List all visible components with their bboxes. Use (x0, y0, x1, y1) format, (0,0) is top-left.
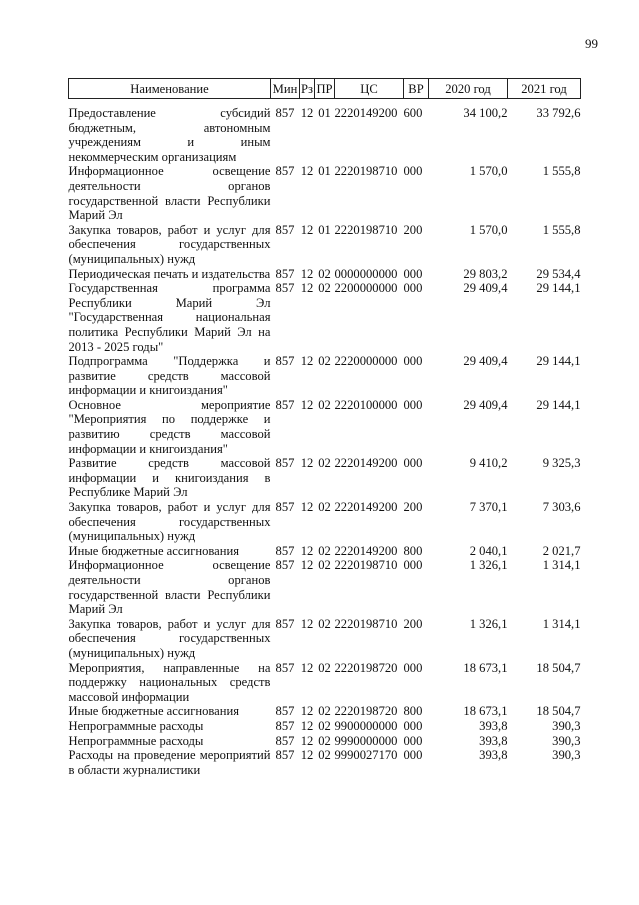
row-pr: 02 (318, 748, 331, 763)
row-vr: 200 (403, 500, 423, 515)
row-min: 857 (275, 660, 295, 675)
row-min: 857 (275, 543, 295, 558)
row-cs: 9990027170 (334, 748, 398, 763)
table-row (69, 354, 581, 398)
row-min: 857 (275, 397, 295, 412)
table-row (69, 398, 581, 456)
row-name: Иные бюджетные ассигнования (68, 704, 240, 719)
row-amount-2020: 2 040,1 (469, 543, 508, 558)
row-amount-2020: 29 409,4 (463, 397, 508, 412)
header-2021: 2021 год (508, 79, 581, 99)
row-vr: 000 (403, 748, 423, 763)
row-vr: 000 (403, 733, 423, 748)
row-rz: 12 (300, 354, 314, 369)
table-header-row (69, 79, 581, 99)
row-amount-2021: 29 144,1 (536, 281, 581, 296)
row-rz: 12 (300, 164, 314, 179)
row-vr: 200 (403, 222, 423, 237)
row-rz: 12 (300, 616, 314, 631)
row-amount-2020: 393,8 (479, 748, 508, 763)
row-vr: 800 (403, 543, 423, 558)
row-pr: 02 (318, 733, 331, 748)
row-min: 857 (275, 704, 295, 719)
row-vr: 000 (403, 558, 423, 573)
table-row (69, 223, 581, 267)
row-name: Подпрограмма "Поддержка и развитие средств массовой информации и книгоиздания" (68, 354, 271, 398)
row-pr: 02 (318, 660, 331, 675)
row-amount-2021: 390,3 (552, 748, 581, 763)
row-name: Развитие средств массовой информации и книгоиздания в Республике Марий Эл (68, 456, 271, 500)
row-vr: 000 (403, 281, 423, 296)
row-rz: 12 (300, 748, 314, 763)
table-row (69, 661, 581, 705)
table-row (69, 748, 581, 777)
row-amount-2020: 1 570,0 (469, 164, 508, 179)
row-min: 857 (275, 222, 295, 237)
header-rz: Рз (300, 79, 315, 99)
row-amount-2021: 29 144,1 (536, 354, 581, 369)
row-name: Непрограммные расходы (68, 718, 204, 733)
row-amount-2021: 1 555,8 (542, 222, 581, 237)
row-cs: 0000000000 (334, 266, 398, 281)
row-rz: 12 (300, 704, 314, 719)
row-name: Закупка товаров, работ и услуг для обеспечения государственных (муниципальных) нужд (68, 500, 271, 544)
row-cs: 2220198710 (334, 164, 398, 179)
row-pr: 01 (318, 222, 331, 237)
row-cs: 2220149200 (334, 543, 398, 558)
row-cs: 2220198710 (334, 558, 398, 573)
table-row (69, 719, 581, 734)
row-min: 857 (275, 354, 295, 369)
row-pr: 02 (318, 456, 331, 471)
row-amount-2021: 29 144,1 (536, 397, 581, 412)
table-row (69, 267, 581, 282)
row-min: 857 (275, 456, 295, 471)
table-row (69, 99, 581, 165)
row-min: 857 (275, 266, 295, 281)
row-vr: 200 (403, 616, 423, 631)
row-amount-2021: 390,3 (552, 718, 581, 733)
row-cs: 9990000000 (334, 733, 398, 748)
table-row (69, 456, 581, 500)
row-cs: 2220149200 (334, 456, 398, 471)
row-name: Предоставление субсидий бюджетным, автономным учреждениям и иным некоммерческим организациям (68, 106, 271, 164)
row-amount-2020: 9 410,2 (469, 456, 508, 471)
row-amount-2020: 1 570,0 (469, 222, 508, 237)
row-min: 857 (275, 718, 295, 733)
row-min: 857 (275, 748, 295, 763)
row-cs: 2220149200 (334, 106, 398, 120)
row-amount-2021: 33 792,6 (536, 106, 581, 120)
row-vr: 000 (403, 354, 423, 369)
row-name: Непрограммные расходы (68, 733, 204, 748)
row-amount-2021: 390,3 (552, 733, 581, 748)
row-vr: 000 (403, 164, 423, 179)
row-name: Периодическая печать и издательства (68, 266, 271, 281)
row-rz: 12 (300, 733, 314, 748)
table-row (69, 164, 581, 222)
table-row (69, 500, 581, 544)
row-pr: 02 (318, 354, 331, 369)
row-cs: 2220198720 (334, 704, 398, 719)
row-pr: 02 (318, 500, 331, 515)
row-cs: 2220198710 (334, 222, 398, 237)
row-cs: 9900000000 (334, 718, 398, 733)
row-pr: 02 (318, 397, 331, 412)
row-vr: 000 (403, 397, 423, 412)
row-rz: 12 (300, 266, 314, 281)
table-row (69, 734, 581, 749)
row-pr: 02 (318, 543, 331, 558)
row-min: 857 (275, 500, 295, 515)
row-min: 857 (275, 616, 295, 631)
row-amount-2020: 29 409,4 (463, 281, 508, 296)
row-amount-2021: 9 325,3 (542, 456, 581, 471)
row-rz: 12 (300, 543, 314, 558)
row-min: 857 (275, 558, 295, 573)
row-rz: 12 (300, 500, 314, 515)
row-pr: 02 (318, 616, 331, 631)
row-rz: 12 (300, 281, 314, 296)
row-amount-2021: 1 314,1 (542, 558, 581, 573)
row-pr: 02 (318, 704, 331, 719)
row-cs: 2220100000 (334, 397, 398, 412)
row-name: Расходы на проведение мероприятий в области журналистики (68, 748, 271, 777)
row-amount-2021: 29 534,4 (536, 266, 581, 281)
row-amount-2020: 1 326,1 (469, 616, 508, 631)
row-min: 857 (275, 164, 295, 179)
row-amount-2020: 393,8 (479, 718, 508, 733)
row-rz: 12 (300, 222, 314, 237)
row-amount-2021: 2 021,7 (542, 543, 581, 558)
header-name: Наименование (69, 79, 271, 99)
row-cs: 2220198720 (334, 660, 398, 675)
row-amount-2020: 1 326,1 (469, 558, 508, 573)
row-amount-2020: 393,8 (479, 733, 508, 748)
row-amount-2020: 18 673,1 (463, 660, 508, 675)
row-pr: 02 (318, 558, 331, 573)
header-vr: ВР (404, 79, 429, 99)
row-name: Закупка товаров, работ и услуг для обеспечения государственных (муниципальных) нужд (68, 222, 271, 266)
header-pr: ПР (315, 79, 335, 99)
row-rz: 12 (300, 660, 314, 675)
row-vr: 000 (403, 266, 423, 281)
header-min: Мин (271, 79, 300, 99)
row-min: 857 (275, 106, 295, 120)
header-cs: ЦС (335, 79, 404, 99)
table-row (69, 704, 581, 719)
row-amount-2021: 1 314,1 (542, 616, 581, 631)
row-vr: 600 (403, 106, 423, 120)
row-vr: 000 (403, 456, 423, 471)
row-amount-2020: 29 409,4 (463, 354, 508, 369)
table-row (69, 544, 581, 559)
row-cs: 2220149200 (334, 500, 398, 515)
row-amount-2020: 7 370,1 (469, 500, 508, 515)
row-vr: 000 (403, 660, 423, 675)
row-min: 857 (275, 733, 295, 748)
row-name: Закупка товаров, работ и услуг для обеспечения государственных (муниципальных) нужд (68, 616, 271, 660)
budget-table (68, 78, 581, 777)
row-amount-2021: 1 555,8 (542, 164, 581, 179)
row-amount-2021: 18 504,7 (536, 660, 581, 675)
table-row (69, 281, 581, 354)
row-name: Государственная программа Республики Марий Эл "Государственная национальная политика Республики Марий Эл на 2013 - 2025 годы" (68, 281, 271, 354)
page-number: 99 (585, 36, 598, 51)
row-min: 857 (275, 281, 295, 296)
row-name: Мероприятия, направленные на поддержку национальных средств массовой информации (68, 660, 271, 704)
row-amount-2020: 18 673,1 (463, 704, 508, 719)
row-name: Информационное освещение деятельности органов государственной власти Республики Марий Эл (68, 558, 271, 617)
row-pr: 02 (318, 718, 331, 733)
row-pr: 02 (318, 266, 331, 281)
table-row (69, 558, 581, 616)
table-row (69, 617, 581, 661)
row-pr: 02 (318, 281, 331, 296)
row-amount-2021: 7 303,6 (542, 500, 581, 515)
row-rz: 12 (300, 456, 314, 471)
row-cs: 2220000000 (334, 354, 398, 369)
row-amount-2020: 29 803,2 (463, 266, 508, 281)
header-2020: 2020 год (429, 79, 508, 99)
row-pr: 01 (318, 106, 331, 120)
row-rz: 12 (300, 397, 314, 412)
row-amount-2021: 18 504,7 (536, 704, 581, 719)
row-name: Основное мероприятие "Мероприятия по поддержке и развитию средств массовой информации и книгоиздания" (68, 397, 271, 456)
row-cs: 2220198710 (334, 616, 398, 631)
row-amount-2020: 34 100,2 (463, 106, 508, 120)
row-vr: 800 (403, 704, 423, 719)
row-pr: 01 (318, 164, 331, 179)
row-vr: 000 (403, 718, 423, 733)
row-cs: 2200000000 (334, 281, 398, 296)
row-rz: 12 (300, 718, 314, 733)
row-rz: 12 (300, 558, 314, 573)
row-name: Информационное освещение деятельности органов государственной власти Республики Марий Эл (68, 164, 271, 223)
row-rz: 12 (300, 106, 314, 120)
row-name: Иные бюджетные ассигнования (68, 543, 240, 558)
